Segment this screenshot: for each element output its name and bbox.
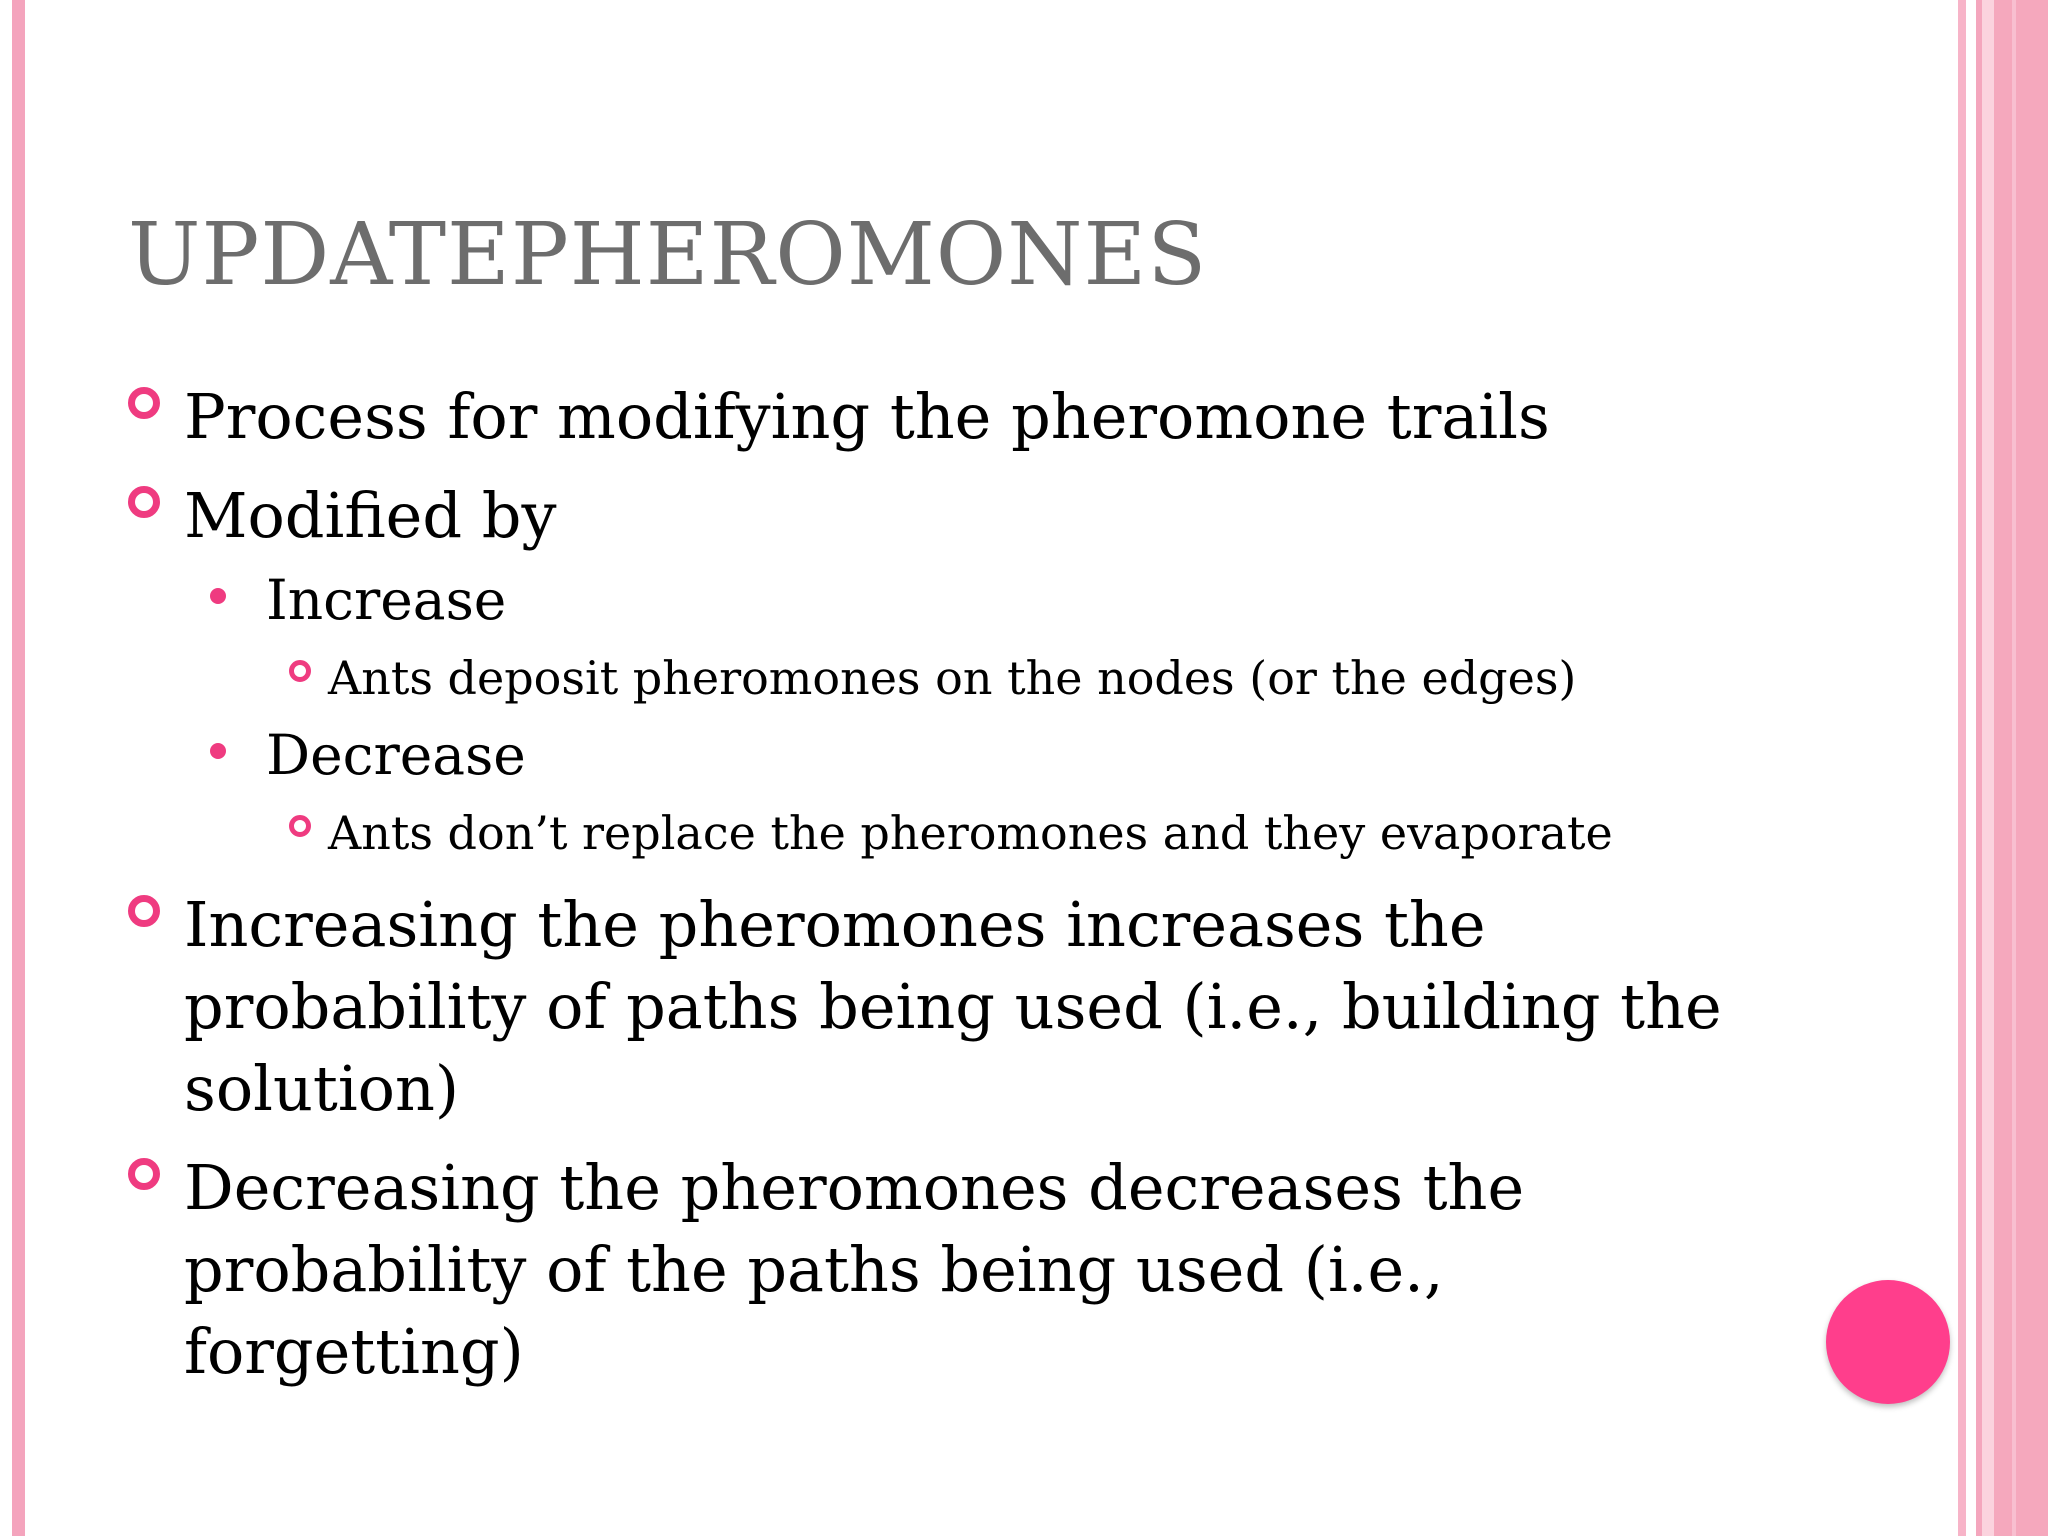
bullet-text-line: probability of paths being used (i.e., building the [184, 970, 1722, 1043]
right-stripe [2012, 0, 2016, 1536]
bullet-dot-icon [210, 743, 226, 759]
bullet-text-line: Increasing the pheromones increases the [184, 888, 1486, 961]
left-border-stripe [12, 0, 25, 1536]
right-stripe [1994, 0, 2048, 1536]
bullet-ring-icon [128, 486, 160, 518]
bullet-ring-icon [128, 895, 160, 927]
bullet-ring-icon [289, 660, 311, 682]
sub-sub-bullet-text: Ants deposit pheromones on the nodes (or the edges) [328, 651, 1577, 705]
sub-sub-bullet-text: Ants don’t replace the pheromones and they evaporate [328, 806, 1613, 860]
bullet-text-line: Decreasing the pheromones decreases the [184, 1151, 1525, 1224]
slide-title: UPDATEPHEROMONES [128, 205, 1208, 305]
bullet-text: Process for modifying the pheromone trails [184, 380, 1550, 453]
bullet-dot-icon [210, 588, 226, 604]
right-stripe [1958, 0, 1966, 1536]
bullet-text-line: probability of the paths being used (i.e., [184, 1233, 1444, 1306]
sub-bullet-text: Increase [266, 568, 507, 632]
decorative-pink-circle [1826, 1280, 1950, 1404]
bullet-ring-icon [289, 815, 311, 837]
bullet-text-line: solution) [184, 1052, 460, 1125]
sub-bullet-text: Decrease [266, 723, 526, 787]
bullet-text: Modified by [184, 479, 557, 552]
right-stripe [1966, 0, 1976, 1536]
right-stripe [1982, 0, 1994, 1536]
bullet-ring-icon [128, 1158, 160, 1190]
bullet-ring-icon [128, 387, 160, 419]
bullet-text-line: forgetting) [184, 1315, 524, 1388]
